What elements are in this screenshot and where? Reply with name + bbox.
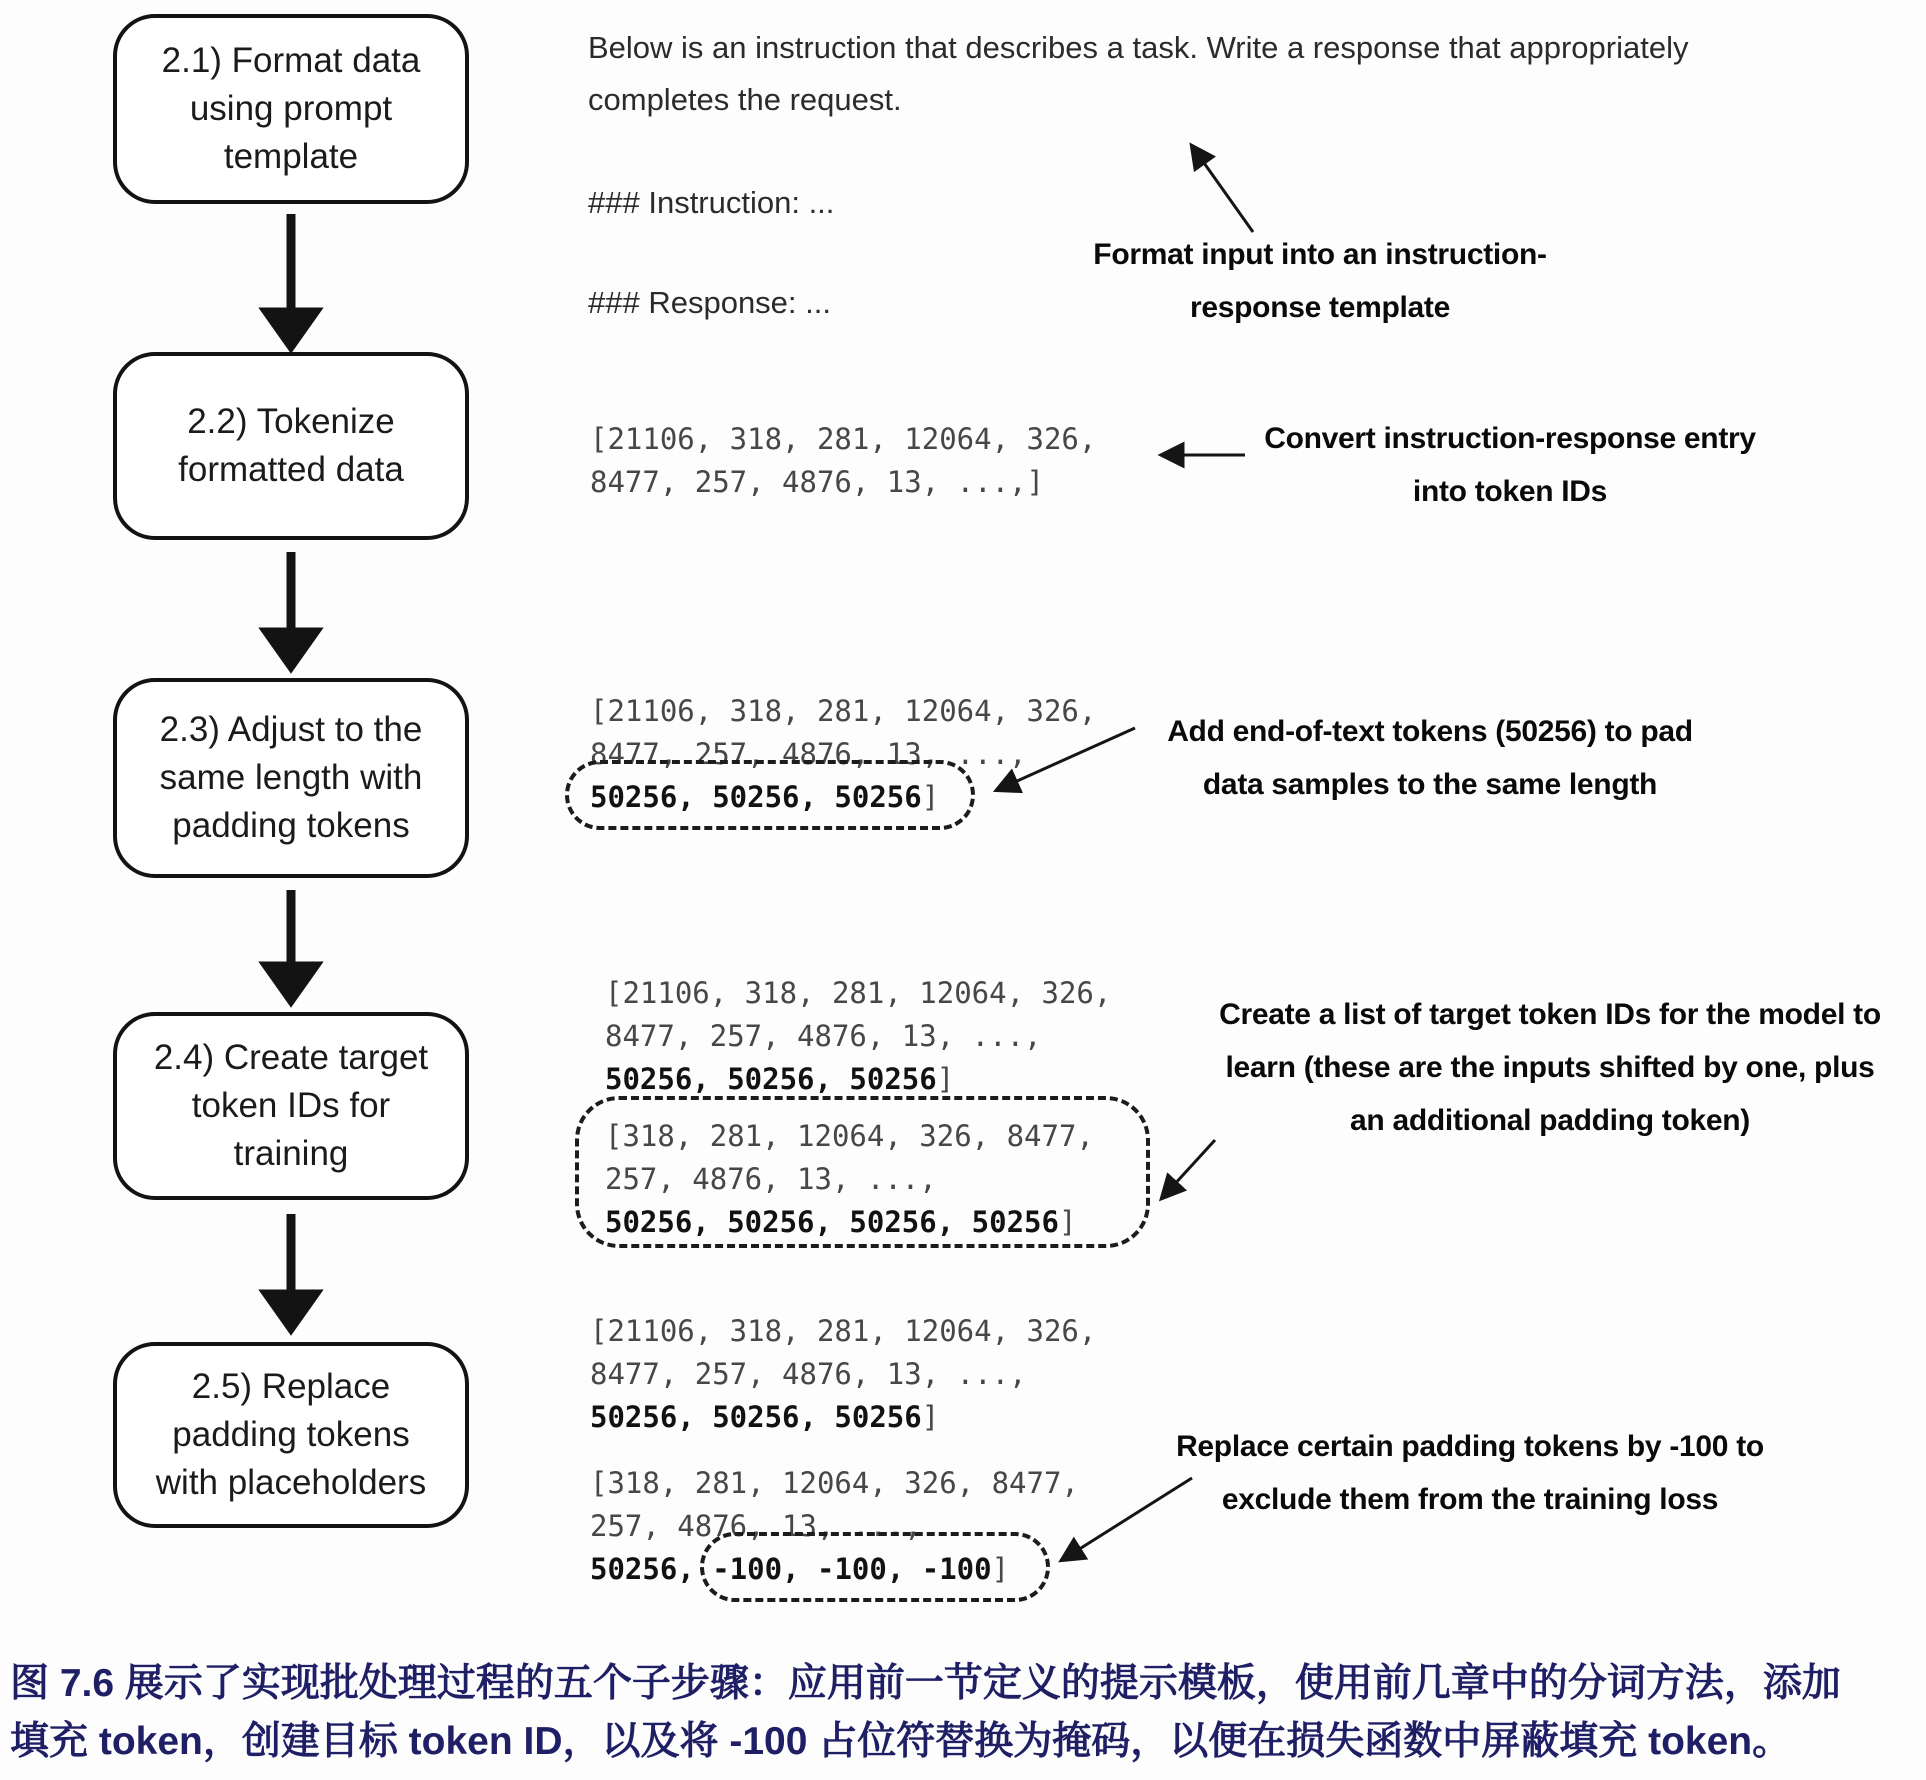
prompt-instruction-line: ### Instruction: ...: [588, 185, 835, 220]
flow-step-2-2-box: 2.2) Tokenize formatted data: [113, 352, 469, 540]
flow-arrow-1-head: [267, 312, 315, 346]
flow-arrow-2-head: [267, 632, 315, 666]
flow-step-2-5-label: 2.5) Replace: [191, 1366, 391, 1406]
annotation-arrow-create-targets: [1162, 1140, 1215, 1198]
target-ids-list-step25: [318, 281, 12064, 326, 8477, 257, 4876, 13, ..., 50256, -100, -100, -100]: [590, 1466, 1079, 1586]
inputs-ids-list-step24: [21106, 318, 281, 12064, 326, 8477, 257, 4876, 13, ..., 50256, 50256, 50256]: [605, 976, 1112, 1096]
flow-step-2-4-label: 2.4) Create target: [153, 1037, 429, 1077]
flow-step-2-3-label: 2.3) Adjust to the: [159, 709, 423, 749]
annotation-format-template: Format input into an instruction- response template: [1093, 238, 1547, 324]
flow-arrow-3-head: [267, 966, 315, 1000]
flow-step-2-1-box: 2.1) Format data using prompt template: [113, 14, 469, 204]
padded-ids-list: [21106, 318, 281, 12064, 326, 8477, 257, 4876, 13, ..., 50256, 50256, 50256]: [590, 694, 1097, 814]
prompt-response-line: ### Response: ...: [588, 285, 831, 320]
annotation-convert-token-ids: Convert instruction-response entry into token IDs: [1264, 422, 1756, 508]
flow-step-2-4-box: 2.4) Create target token IDs for training: [113, 1012, 469, 1200]
flow-step-2-5-box: 2.5) Replace padding tokens with placeholders: [113, 1342, 469, 1528]
inputs-ids-list-step25: [21106, 318, 281, 12064, 326, 8477, 257, 4876, 13, ..., 50256, 50256, 50256]: [590, 1314, 1097, 1434]
annotation-add-eot-tokens: Add end-of-text tokens (50256) to pad data samples to the same length: [1167, 715, 1693, 801]
flow-step-2-2-label: 2.2) Tokenize: [187, 401, 395, 441]
tokenized-ids-list: [21106, 318, 281, 12064, 326, 8477, 257, 4876, 13, ...,]: [590, 422, 1097, 499]
flow-step-2-3-box: 2.3) Adjust to the same length with padding tokens: [113, 678, 469, 878]
flow-arrow-4-head: [267, 1294, 315, 1328]
figure-caption-line-2: 填充 token，创建目标 token ID，以及将 -100 占位符替换为掩码，以便在损失函数中屏蔽填充 token。: [10, 1720, 1792, 1763]
prompt-template-line-2: completes the request.: [588, 82, 902, 117]
flow-step-2-1-label: 2.1) Format data: [161, 40, 421, 80]
prompt-template-line-1: Below is an instruction that describes a task. Write a response that appropriately: [588, 30, 1689, 65]
target-ids-list-step24: [318, 281, 12064, 326, 8477, 257, 4876, 13, ..., 50256, 50256, 50256, 50256]: [605, 1119, 1094, 1239]
figure-caption-line-1: 图 7.6 展示了实现批处理过程的五个子步骤：应用前一节定义的提示模板，使用前几章中的分词方法，添加: [10, 1662, 1841, 1705]
annotation-arrow-format-template: [1192, 146, 1253, 232]
annotation-replace-minus100: Replace certain padding tokens by -100 to exclude them from the training loss: [1176, 1430, 1764, 1516]
annotation-create-targets: Create a list of target token IDs for the model to learn (these are the inputs shifted by one, plus an additional padding token): [1219, 998, 1881, 1137]
